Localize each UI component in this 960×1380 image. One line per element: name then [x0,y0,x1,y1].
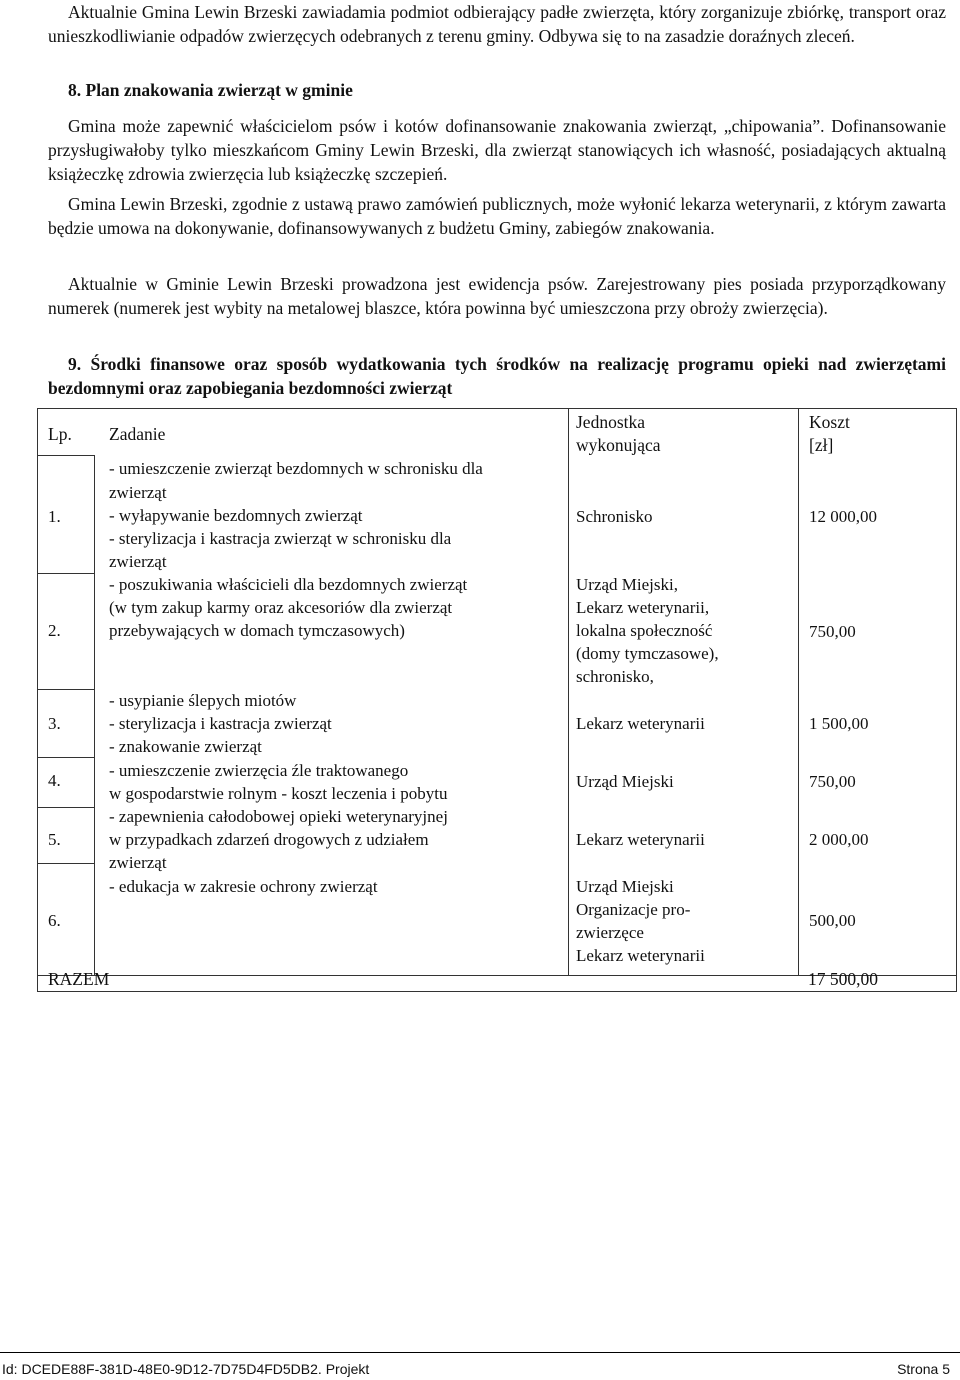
row-4-lp: 4. [48,771,61,790]
row-5-cost: 2 000,00 [809,830,869,849]
row-3-unit: Lekarz weterynarii [576,714,705,733]
section-9-heading: 9. Środki finansowe oraz sposób wydatkowania tych środków na realizację programu opieki nad zwierzętami bezdomnymi oraz zapobiegania bezdomności zwierząt [48,354,946,398]
row-divider-3 [38,757,94,758]
total-label: RAZEM [48,969,110,989]
row-divider-1 [38,573,94,574]
row-divider-5 [38,863,94,864]
header-unit-line2: wykonująca [576,435,661,455]
header-lp: Lp. [48,424,72,444]
row-2-task-line: (w tym zakup karmy oraz akcesoriów dla zwierząt [109,598,453,617]
row-5-lp: 5. [48,830,61,849]
row-3-task-line: - sterylizacja i kastracja zwierząt [109,714,332,733]
row-1-lp: 1. [48,507,61,526]
row-2-unit-line: lokalna społeczność [576,621,713,640]
row-2-unit-line: Lekarz weterynarii, [576,598,710,617]
row-3-lp: 3. [48,714,61,733]
row-6-task-line: - edukacja w zakresie ochrony zwierząt [109,877,378,896]
budget-table [37,408,957,992]
row-3-task-line: - znakowanie zwierząt [109,737,262,756]
row-6-unit-line: Lekarz weterynarii [576,946,705,965]
section-8-heading: 8. Plan znakowania zwierząt w gminie [68,80,353,100]
row-1-cost: 12 000,00 [809,507,877,526]
header-cost-line2: [zł] [809,435,834,455]
row-2-unit-line: Urząd Miejski, [576,575,678,594]
paragraph-disposal: Aktualnie Gmina Lewin Brzeski zawiadamia podmiot odbierający padłe zwierzęta, który zorganizuje zbiórkę, transport oraz unieszkodliwianie odpadów zwierzęcych odebranych z terenu gminy. Odbywa się to na zasadzie doraźnych zleceń. [48,2,946,46]
header-unit-line1: Jednostka [576,412,646,432]
column-divider-unit [798,409,799,975]
row-divider-2 [38,689,94,690]
row-6-lp: 6. [48,911,61,930]
row-1-task-line: zwierząt [109,483,167,502]
row-4-task-line: - umieszczenie zwierzęcia źle traktowanego [109,761,409,780]
row-2-task-line: przebywających w domach tymczasowych) [109,621,405,640]
row-1-task-line: - wyłapywanie bezdomnych zwierząt [109,506,363,525]
row-5-task-line: w przypadkach zdarzeń drogowych z udziałem [109,830,429,849]
paragraph-dog-registry: Aktualnie w Gminie Lewin Brzeski prowadzona jest ewidencja psów. Zarejestrowany pies posiada przyporządkowany numerek (numerek jest wybity na metalowej blaszce, która powinna być umieszczona przy obroży zwierzęcia). [48,274,946,318]
paragraph-chipping: Gmina może zapewnić właścicielom psów i kotów dofinansowanie znakowania zwierząt, „chipowania”. Dofinansowanie przysługiwałoby tylko mieszkańcom Gminy Lewin Brzeski, dla zwierząt stanowiących ich własność, posiadających aktualną książeczkę zdrowia zwierzęcia lub książeczkę szczepień. [48,116,946,184]
row-1-task-line: - umieszczenie zwierząt bezdomnych w schronisku dla [109,459,483,478]
row-6-unit-line: Organizacje pro- [576,900,691,919]
column-divider-task [568,409,569,975]
row-5-task-line: zwierząt [109,853,167,872]
row-6-cost: 500,00 [809,911,856,930]
row-6-unit-line: zwierzęce [576,923,644,942]
column-divider-lp [94,455,95,975]
row-2-unit-line: schronisko, [576,667,654,686]
row-divider-header [38,455,94,456]
row-5-task-line: - zapewnienia całodobowej opieki weterynaryjnej [109,807,448,826]
footer-document-id: Id: DCEDE88F-381D-48E0-9D12-7D75D4FD5DB2. Projekt [2,1361,370,1377]
row-3-task-line: - usypianie ślepych miotów [109,691,297,710]
row-6-unit-line: Urząd Miejski [576,877,674,896]
footer-page-number: Strona 5 [897,1361,950,1377]
row-2-unit-line: (domy tymczasowe), [576,644,719,663]
total-value: 17 500,00 [808,969,878,989]
row-2-task-line: - poszukiwania właścicieli dla bezdomnych zwierząt [109,575,468,594]
row-1-task-line: - sterylizacja i kastracja zwierząt w schronisku dla [109,529,452,548]
row-1-unit: Schronisko [576,507,653,526]
row-4-task-line: w gospodarstwie rolnym - koszt leczenia i pobytu [109,784,448,803]
row-2-cost: 750,00 [809,622,856,641]
row-divider-4 [38,807,94,808]
row-4-unit: Urząd Miejski [576,772,674,791]
row-2-lp: 2. [48,621,61,640]
header-cost-line1: Koszt [809,412,850,432]
row-1-task-line: zwierząt [109,552,167,571]
footer-divider [0,1352,960,1353]
paragraph-vet-selection: Gmina Lewin Brzeski, zgodnie z ustawą prawo zamówień publicznych, może wyłonić lekarza weterynarii, z którym zawarta będzie umowa na dokonywanie, dofinansowywanych z budżetu Gminy, zabiegów znakowania. [48,194,946,238]
row-4-cost: 750,00 [809,772,856,791]
row-5-unit: Lekarz weterynarii [576,830,705,849]
header-task: Zadanie [109,424,166,444]
row-3-cost: 1 500,00 [809,714,869,733]
